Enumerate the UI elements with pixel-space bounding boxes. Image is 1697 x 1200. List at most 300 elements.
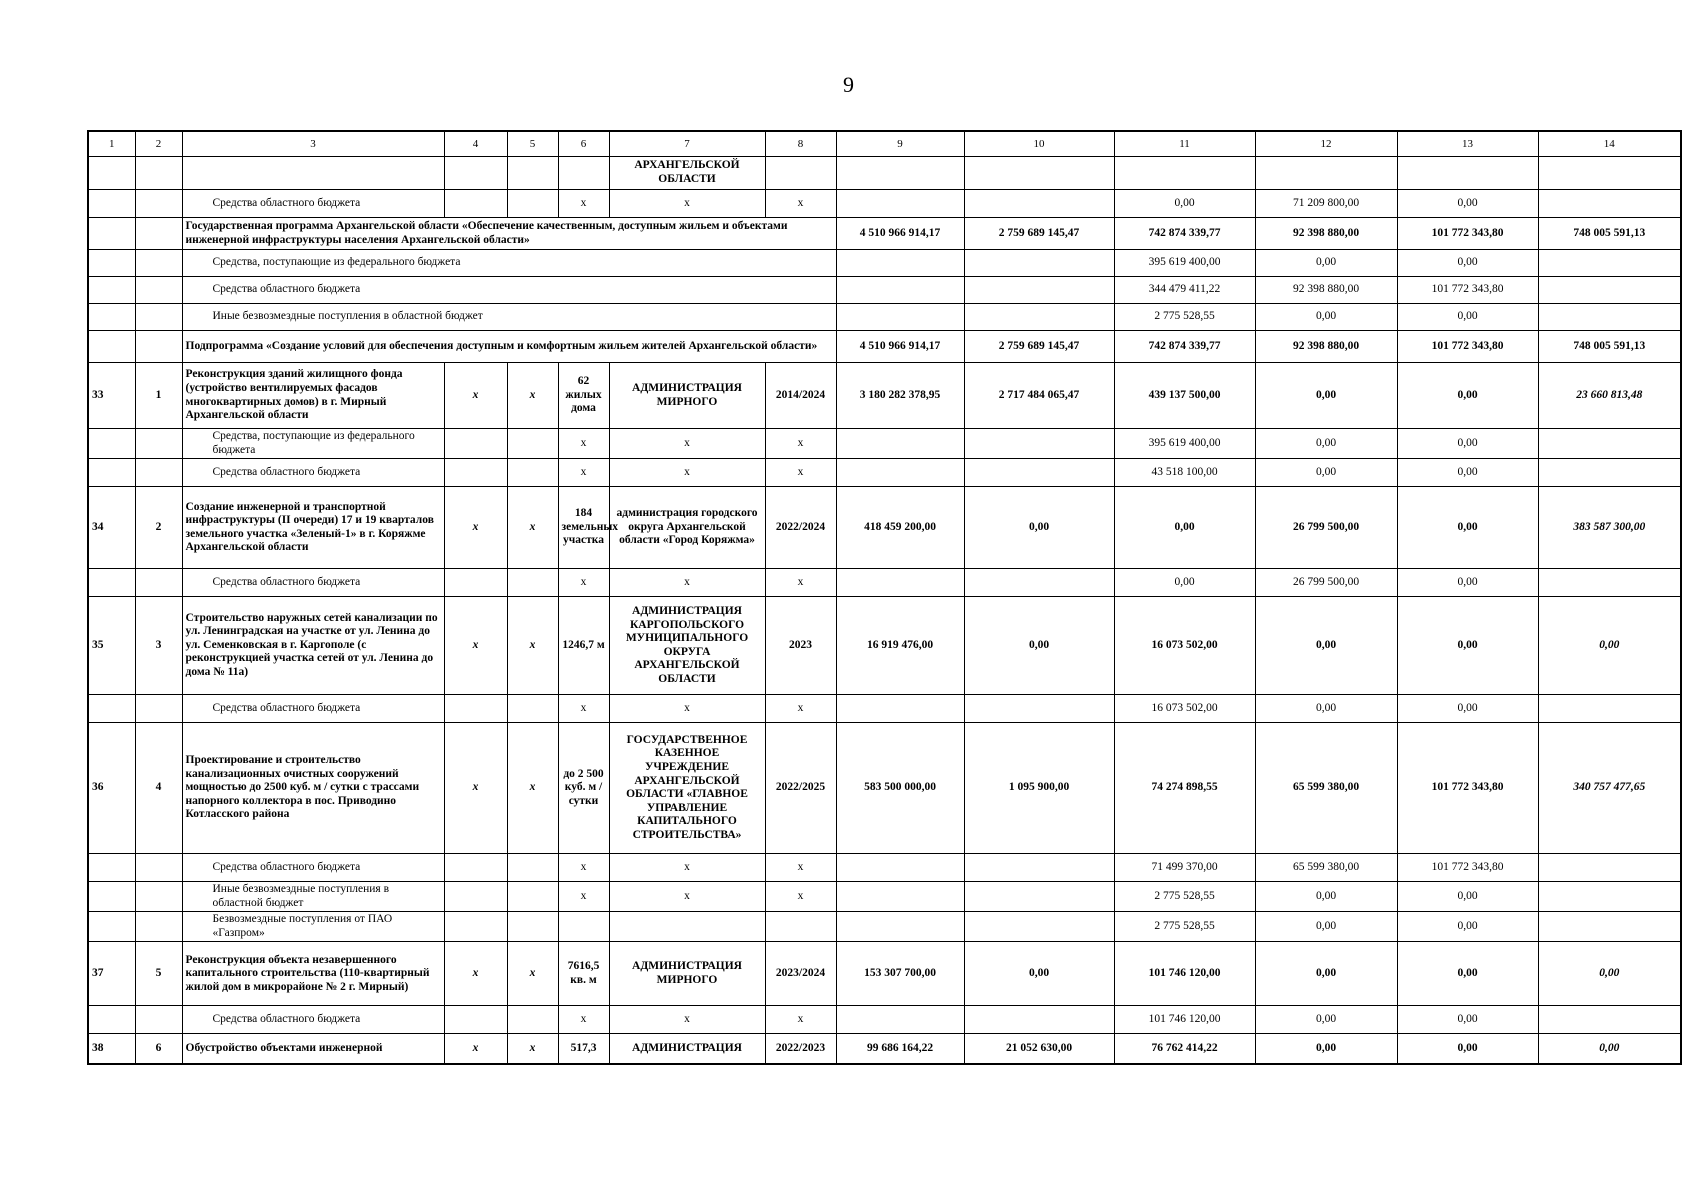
total-cost-cell: 418 459 200,00 [836,487,964,569]
amount-cell: 0,00 [1255,1034,1397,1064]
amount-cell: 344 479 411,22 [1114,277,1255,304]
executor-cell: АДМИНИСТРАЦИЯ [609,1034,765,1064]
remaining-cost-cell: 0,00 [1538,597,1681,695]
amount-cell [836,429,964,459]
capacity-cell: х [558,854,609,882]
amount-cell: 0,00 [1397,190,1538,218]
empty-cell [507,695,558,723]
executor-cell [609,912,765,942]
executor-cell: х [609,1006,765,1034]
amount-cell: 0,00 [1114,569,1255,597]
amount-cell: 0,00 [1397,363,1538,429]
amount-cell [1538,190,1681,218]
period-cell: х [765,190,836,218]
amount-cell [1538,429,1681,459]
empty-cell [135,277,182,304]
column-5-cell: х [507,487,558,569]
period-cell: 2022/2023 [765,1034,836,1064]
empty-cell [135,1006,182,1034]
amount-cell [836,854,964,882]
amount-cell [964,429,1114,459]
total-cost-cell: 153 307 700,00 [836,942,964,1006]
period-cell [765,912,836,942]
empty-cell [135,218,182,250]
amount-cell: 92 398 880,00 [1255,331,1397,363]
empty-cell [1538,157,1681,190]
row-number-cell: 34 [88,487,135,569]
amount-cell: 26 799 500,00 [1255,569,1397,597]
amount-cell [1538,459,1681,487]
amount-cell: 101 746 120,00 [1114,1006,1255,1034]
empty-cell [135,912,182,942]
amount-cell [1538,277,1681,304]
empty-cell [88,157,135,190]
column-5-cell: х [507,1034,558,1064]
column-4-cell: х [444,363,507,429]
column-number-cell: 5 [507,131,558,157]
object-row [88,942,1681,1006]
amount-cell [1538,569,1681,597]
program-funding-source-row [88,250,1681,277]
capacity-cell: 62 жилых дома [558,363,609,429]
amount-cell [1538,882,1681,912]
empty-cell [135,331,182,363]
capacity-cell: х [558,1006,609,1034]
amount-cell: 395 619 400,00 [1114,429,1255,459]
empty-cell [507,1006,558,1034]
funding-source-label: Средства, поступающие из федерального бюджета [182,429,444,459]
amount-cell: 0,00 [964,597,1114,695]
amount-cell [836,304,964,331]
period-cell: 2022/2025 [765,723,836,854]
column-4-cell: х [444,942,507,1006]
column-number-cell: 6 [558,131,609,157]
amount-cell: 0,00 [1255,250,1397,277]
empty-cell [507,854,558,882]
amount-cell: 2 775 528,55 [1114,882,1255,912]
amount-cell [964,277,1114,304]
amount-cell: 16 073 502,00 [1114,695,1255,723]
program-title: Государственная программа Архангельской области «Обеспечение качественным, доступным жильем и объектами инженерной инфраструктуры населения Архангельской области» [182,218,836,250]
empty-cell [88,459,135,487]
amount-cell [964,912,1114,942]
period-cell: х [765,429,836,459]
empty-cell [135,429,182,459]
executor-cell: ГОСУДАРСТВЕННОЕ КАЗЕННОЕ УЧРЕЖДЕНИЕ АРХАНГЕЛЬСКОЙ ОБЛАСТИ «ГЛАВНОЕ УПРАВЛЕНИЕ КАПИТАЛЬНОГО СТРОИТЕЛЬСТВА» [609,723,765,854]
empty-cell [444,854,507,882]
amount-cell: 2 775 528,55 [1114,912,1255,942]
amount-cell: 0,00 [1114,487,1255,569]
amount-cell [836,569,964,597]
amount-cell: 2 759 689 145,47 [964,218,1114,250]
funding-source-row [88,429,1681,459]
column-4-cell: х [444,597,507,695]
empty-cell [1114,157,1255,190]
column-5-cell: х [507,363,558,429]
amount-cell: 1 095 900,00 [964,723,1114,854]
empty-cell [88,695,135,723]
row-number-cell: 38 [88,1034,135,1064]
executor-cell: АДМИНИСТРАЦИЯ КАРГОПОЛЬСКОГО МУНИЦИПАЛЬНОГО ОКРУГА АРХАНГЕЛЬСКОЙ ОБЛАСТИ [609,597,765,695]
amount-cell: 0,00 [1397,487,1538,569]
empty-cell [507,912,558,942]
amount-cell: 0,00 [1255,597,1397,695]
page-number: 9 [843,72,854,97]
amount-cell: 0,00 [1397,942,1538,1006]
remaining-cost-cell: 0,00 [1538,1034,1681,1064]
funding-source-label: Средства областного бюджета [182,1006,444,1034]
row-number-cell: 35 [88,597,135,695]
empty-cell [444,1006,507,1034]
amount-cell [836,912,964,942]
funding-source-label: Средства, поступающие из федерального бюджета [182,250,836,277]
funding-source-row [88,190,1681,218]
column-4-cell: х [444,487,507,569]
period-cell: 2014/2024 [765,363,836,429]
empty-cell [135,250,182,277]
period-cell: х [765,459,836,487]
column-number-row [88,131,1681,157]
amount-cell [1538,695,1681,723]
amount-cell: 0,00 [1255,459,1397,487]
funding-source-label: Иные безвозмездные поступления в областной бюджет [182,304,836,331]
object-name-cell: Создание инженерной и транспортной инфраструктуры (II очереди) 17 и 19 кварталов земельного участка «Зеленый-1» в г. Коряжме Архангельской области [182,487,444,569]
amount-cell [964,304,1114,331]
item-number-cell: 1 [135,363,182,429]
column-number-cell: 12 [1255,131,1397,157]
column-number-cell: 9 [836,131,964,157]
funding-source-row [88,854,1681,882]
empty-cell [507,882,558,912]
empty-cell [444,190,507,218]
amount-cell: 0,00 [1397,695,1538,723]
amount-cell: 0,00 [1255,695,1397,723]
amount-cell: 101 772 343,80 [1397,854,1538,882]
object-row [88,363,1681,429]
item-number-cell: 2 [135,487,182,569]
amount-cell [836,250,964,277]
capacity-cell: 517,3 [558,1034,609,1064]
amount-cell: 0,00 [1397,459,1538,487]
executor-cell: АДМИНИСТРАЦИЯ МИРНОГО [609,942,765,1006]
amount-cell [964,250,1114,277]
capacity-cell: х [558,190,609,218]
empty-cell [507,429,558,459]
funding-source-label: Средства областного бюджета [182,569,444,597]
period-cell: 2022/2024 [765,487,836,569]
empty-cell [88,250,135,277]
continuation-row [88,157,1681,190]
column-4-cell: х [444,723,507,854]
amount-cell [836,695,964,723]
column-5-cell: х [507,942,558,1006]
empty-cell [765,157,836,190]
period-cell: х [765,695,836,723]
capacity-cell: 1246,7 м [558,597,609,695]
amount-cell: 748 005 591,13 [1538,331,1681,363]
amount-cell: 0,00 [1255,942,1397,1006]
total-cost-cell: 16 919 476,00 [836,597,964,695]
object-name-cell: Проектирование и строительство канализационных очистных сооружений мощностью до 2500 куб. м / сутки с трассами напорного коллектора в пос. Приводино Котласского района [182,723,444,854]
amount-cell: 16 073 502,00 [1114,597,1255,695]
object-row [88,487,1681,569]
total-cost-cell: 99 686 164,22 [836,1034,964,1064]
empty-cell [135,157,182,190]
amount-cell [1538,1006,1681,1034]
remaining-cost-cell: 23 660 813,48 [1538,363,1681,429]
amount-cell: 742 874 339,77 [1114,218,1255,250]
amount-cell [964,854,1114,882]
program-funding-source-row [88,304,1681,331]
empty-cell [88,1006,135,1034]
empty-cell [88,912,135,942]
item-number-cell: 6 [135,1034,182,1064]
amount-cell: 65 599 380,00 [1255,854,1397,882]
column-number-cell: 4 [444,131,507,157]
amount-cell [964,882,1114,912]
remaining-cost-cell: 383 587 300,00 [1538,487,1681,569]
row-number-cell: 36 [88,723,135,854]
empty-cell [964,157,1114,190]
amount-cell: 0,00 [1397,250,1538,277]
column-number-cell: 7 [609,131,765,157]
amount-cell [964,459,1114,487]
amount-cell: 748 005 591,13 [1538,218,1681,250]
item-number-cell: 5 [135,942,182,1006]
executor-cell: х [609,854,765,882]
empty-cell [507,459,558,487]
period-cell: х [765,1006,836,1034]
amount-cell: 21 052 630,00 [964,1034,1114,1064]
object-row [88,597,1681,695]
object-row [88,1034,1681,1064]
amount-cell: 395 619 400,00 [1114,250,1255,277]
total-cost-cell: 4 510 966 914,17 [836,331,964,363]
amount-cell: 101 772 343,80 [1397,277,1538,304]
empty-cell [444,157,507,190]
amount-cell: 0,00 [1397,1006,1538,1034]
executor-cell: х [609,882,765,912]
funding-source-label: Средства областного бюджета [182,695,444,723]
column-number-cell: 10 [964,131,1114,157]
object-name-cell: Реконструкция зданий жилищного фонда (устройство вентилируемых фасадов многоквартирных домов) в г. Мирный Архангельской области [182,363,444,429]
column-5-cell: х [507,723,558,854]
amount-cell [836,190,964,218]
empty-cell [135,569,182,597]
funding-source-label: Средства областного бюджета [182,190,444,218]
empty-cell [88,190,135,218]
amount-cell: 2 717 484 065,47 [964,363,1114,429]
amount-cell [836,1006,964,1034]
amount-cell: 742 874 339,77 [1114,331,1255,363]
executor-cell: х [609,459,765,487]
amount-cell [964,1006,1114,1034]
amount-cell: 0,00 [1255,304,1397,331]
funding-source-label: Средства областного бюджета [182,854,444,882]
capacity-cell [558,912,609,942]
executor-cell: х [609,695,765,723]
amount-cell: 0,00 [1255,912,1397,942]
amount-cell: 0,00 [1255,882,1397,912]
funding-source-row [88,569,1681,597]
amount-cell: 65 599 380,00 [1255,723,1397,854]
empty-cell [88,218,135,250]
amount-cell: 439 137 500,00 [1114,363,1255,429]
capacity-cell: х [558,569,609,597]
column-number-cell: 11 [1114,131,1255,157]
amount-cell: 0,00 [964,487,1114,569]
executor-cell: х [609,569,765,597]
amount-cell [964,695,1114,723]
funding-source-label: Средства областного бюджета [182,459,444,487]
amount-cell: 0,00 [1397,597,1538,695]
column-5-cell: х [507,597,558,695]
amount-cell: 43 518 100,00 [1114,459,1255,487]
row-number-cell: 33 [88,363,135,429]
amount-cell: 0,00 [1397,569,1538,597]
amount-cell: 76 762 414,22 [1114,1034,1255,1064]
amount-cell [964,569,1114,597]
empty-cell [444,912,507,942]
amount-cell [836,277,964,304]
empty-cell [507,157,558,190]
empty-cell [444,882,507,912]
object-row [88,723,1681,854]
object-name-cell: Обустройство объектами инженерной [182,1034,444,1064]
funding-source-row [88,459,1681,487]
period-cell: 2023 [765,597,836,695]
amount-cell: 26 799 500,00 [1255,487,1397,569]
amount-cell [836,459,964,487]
empty-cell [182,157,444,190]
empty-cell [135,190,182,218]
amount-cell [836,882,964,912]
object-name-cell: Строительство наружных сетей канализации по ул. Ленинградская на участке от ул. Ленина до ул. Семенковская в г. Каргополе (с реконструкцией участка сетей от ул. Ленина до дома № 11а) [182,597,444,695]
empty-cell [135,304,182,331]
total-cost-cell: 583 500 000,00 [836,723,964,854]
column-number-cell: 8 [765,131,836,157]
total-cost-cell: 3 180 282 378,95 [836,363,964,429]
remaining-cost-cell: 0,00 [1538,942,1681,1006]
program-funding-source-row [88,277,1681,304]
executor-cell: АРХАНГЕЛЬСКОЙ ОБЛАСТИ [609,157,765,190]
empty-cell [444,695,507,723]
amount-cell: 71 499 370,00 [1114,854,1255,882]
executor-cell: администрация городского округа Архангельской области «Город Коряжма» [609,487,765,569]
empty-cell [88,569,135,597]
executor-cell: х [609,190,765,218]
empty-cell [444,459,507,487]
empty-cell [836,157,964,190]
empty-cell [135,695,182,723]
executor-cell: АДМИНИСТРАЦИЯ МИРНОГО [609,363,765,429]
total-cost-cell: 4 510 966 914,17 [836,218,964,250]
program-total-row [88,331,1681,363]
amount-cell [1538,854,1681,882]
amount-cell: 0,00 [1397,429,1538,459]
empty-cell [88,277,135,304]
period-cell: х [765,569,836,597]
column-number-cell: 2 [135,131,182,157]
object-name-cell: Реконструкция объекта незавершенного капитального строительства (110-квартирный жилой дом в микрорайоне № 2 г. Мирный) [182,942,444,1006]
amount-cell: 2 775 528,55 [1114,304,1255,331]
empty-cell [88,304,135,331]
amount-cell: 0,00 [1255,1006,1397,1034]
column-number-cell: 1 [88,131,135,157]
amount-cell: 0,00 [1255,429,1397,459]
empty-cell [444,569,507,597]
capacity-cell: х [558,695,609,723]
capacity-cell: х [558,459,609,487]
empty-cell [1255,157,1397,190]
empty-cell [135,854,182,882]
funding-source-label: Безвозмездные поступления от ПАО «Газпром» [182,912,444,942]
amount-cell: 0,00 [1255,363,1397,429]
capacity-cell: 7616,5 кв. м [558,942,609,1006]
empty-cell [88,882,135,912]
executor-cell: х [609,429,765,459]
funding-source-row [88,912,1681,942]
amount-cell: 0,00 [964,942,1114,1006]
amount-cell: 0,00 [1397,304,1538,331]
capacity-cell: х [558,882,609,912]
capacity-cell: до 2 500 куб. м / сутки [558,723,609,854]
column-number-cell: 3 [182,131,444,157]
amount-cell: 0,00 [1114,190,1255,218]
amount-cell [1538,912,1681,942]
item-number-cell: 4 [135,723,182,854]
amount-cell: 0,00 [1397,1034,1538,1064]
program-title: Подпрограмма «Создание условий для обеспечения доступным и комфортным жильем жителей Архангельской области» [182,331,836,363]
capacity-cell: х [558,429,609,459]
amount-cell: 101 772 343,80 [1397,218,1538,250]
empty-cell [507,190,558,218]
amount-cell: 0,00 [1397,882,1538,912]
amount-cell: 0,00 [1397,912,1538,942]
amount-cell: 101 772 343,80 [1397,723,1538,854]
empty-cell [88,854,135,882]
amount-cell: 92 398 880,00 [1255,218,1397,250]
period-cell: 2023/2024 [765,942,836,1006]
funding-source-row [88,1006,1681,1034]
empty-cell [507,569,558,597]
funding-source-row [88,695,1681,723]
column-4-cell: х [444,1034,507,1064]
funding-source-row [88,882,1681,912]
empty-cell [1397,157,1538,190]
empty-cell [88,429,135,459]
period-cell: х [765,882,836,912]
amount-cell: 92 398 880,00 [1255,277,1397,304]
program-total-row [88,218,1681,250]
amount-cell: 2 759 689 145,47 [964,331,1114,363]
amount-cell [1538,250,1681,277]
remaining-cost-cell: 340 757 477,65 [1538,723,1681,854]
amount-cell: 101 772 343,80 [1397,331,1538,363]
amount-cell [964,190,1114,218]
amount-cell: 101 746 120,00 [1114,942,1255,1006]
amount-cell: 74 274 898,55 [1114,723,1255,854]
capacity-cell: 184 земельных участка [558,487,609,569]
funding-source-label: Средства областного бюджета [182,277,836,304]
period-cell: х [765,854,836,882]
row-number-cell: 37 [88,942,135,1006]
empty-cell [135,459,182,487]
empty-cell [558,157,609,190]
item-number-cell: 3 [135,597,182,695]
funding-source-label: Иные безвозмездные поступления в областной бюджет [182,882,444,912]
empty-cell [444,429,507,459]
